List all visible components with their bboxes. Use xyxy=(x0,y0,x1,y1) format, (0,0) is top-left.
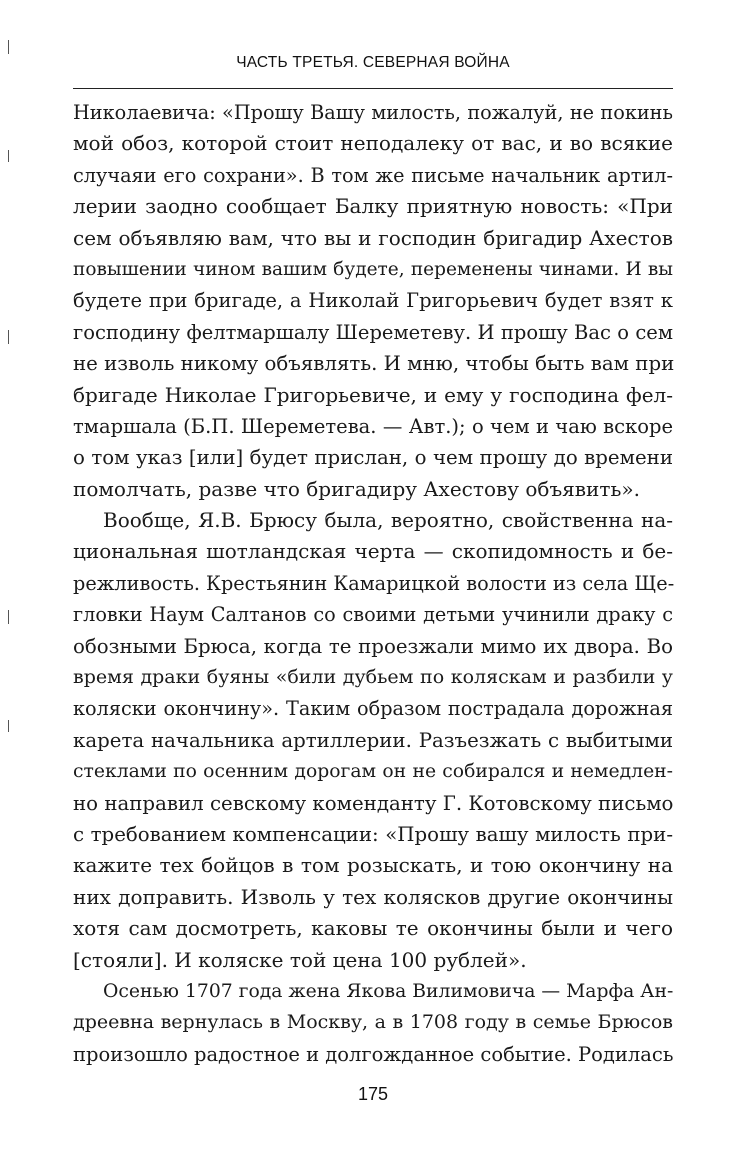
text-line: Вообще, Я.В. Брюсу была, вероятно, свойственна на- xyxy=(103,508,673,533)
text-line: Николаевича: «Прошу Вашу милость, пожалуй, не покинь xyxy=(73,101,673,124)
scan-edge-mark xyxy=(8,610,9,624)
text-line: не изволь никому объявлять. И мню, чтобы быть вам при xyxy=(73,352,675,376)
text-line: стеклами по осенним дорогам он не собирался и немедлен- xyxy=(73,761,673,783)
text-line: о том указ [или] будет прислан, о чем прошу до времени xyxy=(73,446,673,470)
text-line: карета начальника артиллерии. Разъезжать с выбитыми xyxy=(73,728,673,752)
text-line: тмаршала (Б.П. Шереметева. — Авт.); о чем и чаю вскоре xyxy=(73,414,673,438)
header-rule xyxy=(73,88,673,89)
running-title: ЧАСТЬ ТРЕТЬЯ. СЕВЕРНАЯ ВОЙНА xyxy=(236,54,510,71)
text-line: [стояли]. И коляске той цена 100 рублей». xyxy=(73,947,527,972)
text-line: коляски окончину». Таким образом пострадала дорожная xyxy=(73,697,673,721)
text-line: помолчать, разве что бригадиру Ахестову объявить». xyxy=(73,476,640,501)
page-body-text xyxy=(73,97,673,1070)
text-line: повышении чином вашим будете, переменены чинами. И вы xyxy=(73,258,673,280)
text-line: господину фелтмаршалу Шереметеву. И прошу Вас о сем xyxy=(73,320,673,344)
text-line: произошло радостное и долгожданное событие. Родилась xyxy=(73,1042,674,1066)
text-line: кажите тех бойцов в том розыскать, и тою окончину на xyxy=(73,853,673,878)
scan-edge-mark xyxy=(8,150,9,162)
text-line: время драки буяны «били дубьем по коляскам и разбили у xyxy=(73,666,673,689)
text-line: мой обоз, которой стоит неподалеку от вас, и во всякие xyxy=(73,131,673,156)
text-line: режливость. Крестьянин Камарицкой волости из села Ще- xyxy=(73,571,675,595)
text-line: дреевна вернулась в Москву, а в 1708 году в семье Брюсов xyxy=(73,1011,673,1034)
text-line: сем объявляю вам, что вы и господин бригадир Ахестов xyxy=(73,225,673,250)
page-number: 175 xyxy=(357,1084,389,1104)
text-line: них доправить. Изволь у тех колясков другие окончины xyxy=(73,884,673,909)
scan-edge-mark xyxy=(8,40,9,54)
text-line: бригаде Николае Григорьевиче, и ему у господина фел- xyxy=(73,382,673,407)
text-line: с требованием компенсации: «Прошу вашу милость при- xyxy=(73,822,673,846)
text-line: но направил севскому коменданту Г. Котовскому письмо xyxy=(73,791,674,815)
text-line: случаяи его сохрани». В том же письме начальник артил- xyxy=(73,163,673,187)
text-line: будете при бригаде, а Николай Григорьевич будет взят к xyxy=(73,289,673,313)
text-line: хотя сам досмотреть, каковы те окончины были и чего xyxy=(73,916,673,941)
text-line: обозными Брюса, когда те проезжали мимо их двора. Во xyxy=(73,634,673,658)
text-line: Осенью 1707 года жена Якова Вилимовича — Марфа Ан- xyxy=(103,980,674,1002)
text-line: лерии заодно сообщает Балку приятную новость: «При xyxy=(73,194,673,219)
text-line: гловки Наум Салтанов со своими детьми учинили драку с xyxy=(73,603,673,627)
scan-edge-mark xyxy=(8,330,9,344)
text-line: циональная шотландская черта — скопидомность и бе- xyxy=(73,539,673,564)
scan-edge-mark xyxy=(8,720,9,732)
